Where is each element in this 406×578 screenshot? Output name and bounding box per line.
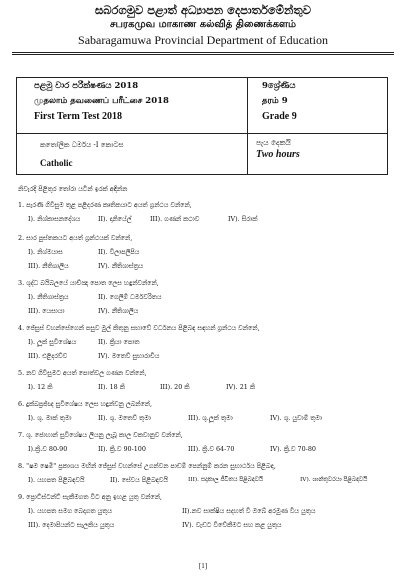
q1-option-1[interactable]: I). නිශ්කාසනදේශය xyxy=(28,215,81,223)
duration-english: Two hours xyxy=(256,149,300,160)
q6-option-1[interactable]: I). ශු. මාක් තුමා xyxy=(28,414,72,422)
q9-option-4[interactable]: IV). වැඩට විවේකීමට සහ කළ යුතුය xyxy=(182,521,282,529)
q9-option-2[interactable]: II).නව සාක්ෂිය සදහත් වී ඔබේ අරමුණ වීය යුතුය xyxy=(182,507,316,515)
q7-option-3[interactable]: III). ක්‍රි.ව 64-70 xyxy=(188,445,235,453)
question-5: 5. නව ගිවිසුමට අයත් පොත්වල ගණන වන්නේ, xyxy=(18,369,147,377)
q2-option-3[interactable]: III). නීතිශාලිය xyxy=(28,262,69,270)
subject-english: Catholic xyxy=(40,158,73,168)
q8-option-2[interactable]: II). සේවය පිළිබඳවයි xyxy=(110,476,168,484)
q1-option-4[interactable]: IV). සිරාක් xyxy=(228,215,258,223)
page-number: [1] xyxy=(198,562,208,570)
question-3: 3. ශුද්ධ බයිබලයේ යාච්ඤා පොත ලෙස හඳුන්වන්නේ, xyxy=(18,279,159,287)
q7-option-1[interactable]: I).ක්‍රි.ව 80-90 xyxy=(28,445,68,453)
q2-option-2[interactable]: II). විලාපලිපිය xyxy=(98,248,140,256)
subject-sinhala: කතෝලික ධර්මය -I කොටස xyxy=(40,141,124,149)
q7-option-4[interactable]: IV). ක්‍රි.ව 70-80 xyxy=(270,445,316,453)
term-test-english: First Term Test 2018 xyxy=(34,111,123,122)
q4-option-3[interactable]: III). එළිදරව්ව xyxy=(28,352,68,360)
header-divider-2 xyxy=(12,54,394,55)
question-1: 1. පැරණි ගිවිසුම තුළ පළිදරණ කෘතිකයාට අයත් ග්‍රන්ථය වන්නේ, xyxy=(18,201,192,209)
question-4: 4. ජේසුස් වහන්සේගෙන් පසුව මුල් කිතුනු සභාවේ වර්ධනය පිළිබඳ සඳහන් ග්‍රන්ථය වන්නේ, xyxy=(18,324,260,332)
letterhead xyxy=(0,2,406,48)
q4-option-1[interactable]: I). ලූක් සුවිශේෂය xyxy=(28,338,77,346)
department-name-english: Sabaragamuwa Provincial Department of Education xyxy=(78,33,328,47)
grade-english: Grade 9 xyxy=(262,111,297,122)
q4-option-2[interactable]: II). ක්‍රියා පොත xyxy=(98,338,140,346)
q8-option-1[interactable]: I). යහපත පිළිබඳවයි xyxy=(28,476,85,484)
question-8: 8. "ෂම ෂෙමී" ප්‍රකාශය මඟින් ජේසුස් වහන්සේ උගන්වන පාඩම් පෙන්නුම් කරන සුභාර්ථය පිළිබඳ, xyxy=(18,462,276,470)
q6-option-3[interactable]: III). ශු.ලූක් තුමා xyxy=(188,414,233,422)
question-2: 2. සාර පුස්තකයට අයත් ග්‍රන්ථයක් වන්නේ, xyxy=(18,234,133,242)
q8-option-3[interactable]: III). සදාකාල ජීවිතය පිළිබඳවයි xyxy=(188,477,264,483)
q6-option-4[interactable]: IV). ශු. යුවාම් තුමා xyxy=(270,414,323,422)
question-9: 9. ප්‍රොට්ස්ටන්ට් සැකීමගත වීට අනු ඉහළ යුතු වන්නේ, xyxy=(18,493,162,501)
question-7: 7. ශු. ජොහාන් සුවිශේෂය ලියනු ලැබූ කාල වකවානුව වන්නේ, xyxy=(18,431,183,439)
q3-option-1[interactable]: I). නීතිශාස්ත්‍රය xyxy=(28,293,69,301)
q3-option-3[interactable]: III). යෙසායා xyxy=(28,307,65,315)
q8-option-4[interactable]: IV). ශාන්තුවරයා පිළිබඳවයි xyxy=(300,477,368,483)
q9-option-1[interactable]: I). යහපත සමග බෙදාගත යුතුය xyxy=(28,507,112,515)
grade-tamil: தரம் 9 xyxy=(262,96,288,106)
q2-option-1[interactable]: I). නිශ්මයාස xyxy=(28,248,63,256)
q1-option-2[interactable]: II). දානියේල් xyxy=(98,215,132,223)
q3-option-4[interactable]: IV). නීතිශාලිය xyxy=(98,307,139,315)
q1-option-3[interactable]: III). ගණන් කථාව xyxy=(150,215,200,223)
instruction: නිවැරදි පිළිතුර තෝරා යටින් ඉරක් අඳින්න xyxy=(18,185,128,193)
q3-option-2[interactable]: II). ගෙලිම් ධර්මවරිතය xyxy=(98,293,162,301)
q6-option-2[interactable]: II). ශු. මතෙව් තුමා xyxy=(98,414,151,422)
q2-option-4[interactable]: IV). නීතිශාස්ත්‍රය xyxy=(98,262,144,270)
q5-option-4[interactable]: IV). 21 කි xyxy=(226,383,256,391)
term-test-sinhala: පළමු වාර පරීක්ෂණය 2018 xyxy=(34,81,139,91)
duration-sinhala: පැය දෙකයි xyxy=(256,138,291,147)
question-6: 6. දුක්ඛප්‍රජ්ඥ සුවිශේෂය ලෙස හඳුන්වනු ලබන්නේ, xyxy=(18,400,153,408)
department-name-tamil: சபரகமுவ மாகாண கல்வித் திணைக்களம் xyxy=(109,19,297,30)
grade-sinhala: 9ශ්‍රේණිය xyxy=(262,81,296,91)
info-box-divider-vertical xyxy=(247,77,248,175)
q7-option-2[interactable]: II). ක්‍රි.ව 90-100 xyxy=(98,445,146,453)
q5-option-1[interactable]: I). 12 කි xyxy=(28,383,53,391)
info-box-divider-horizontal xyxy=(16,133,388,134)
q9-option-3[interactable]: III). දෙමාපියන්ට සැලකිය යුතුය xyxy=(28,521,115,529)
term-test-tamil: முதலாம் தவணைப் பரீட்சை 2018 xyxy=(34,96,169,106)
header-divider xyxy=(12,52,394,53)
q5-option-3[interactable]: III). 20 කි xyxy=(160,383,190,391)
q5-option-2[interactable]: II). 18 කි xyxy=(98,383,125,391)
department-name-sinhala: සබරගමුව පළාත් අධ්‍යාපන දෙපාර්තමේන්තුව xyxy=(95,3,311,17)
q4-option-4[interactable]: IV). මතෙව් සුභාරාචිය xyxy=(98,352,160,360)
